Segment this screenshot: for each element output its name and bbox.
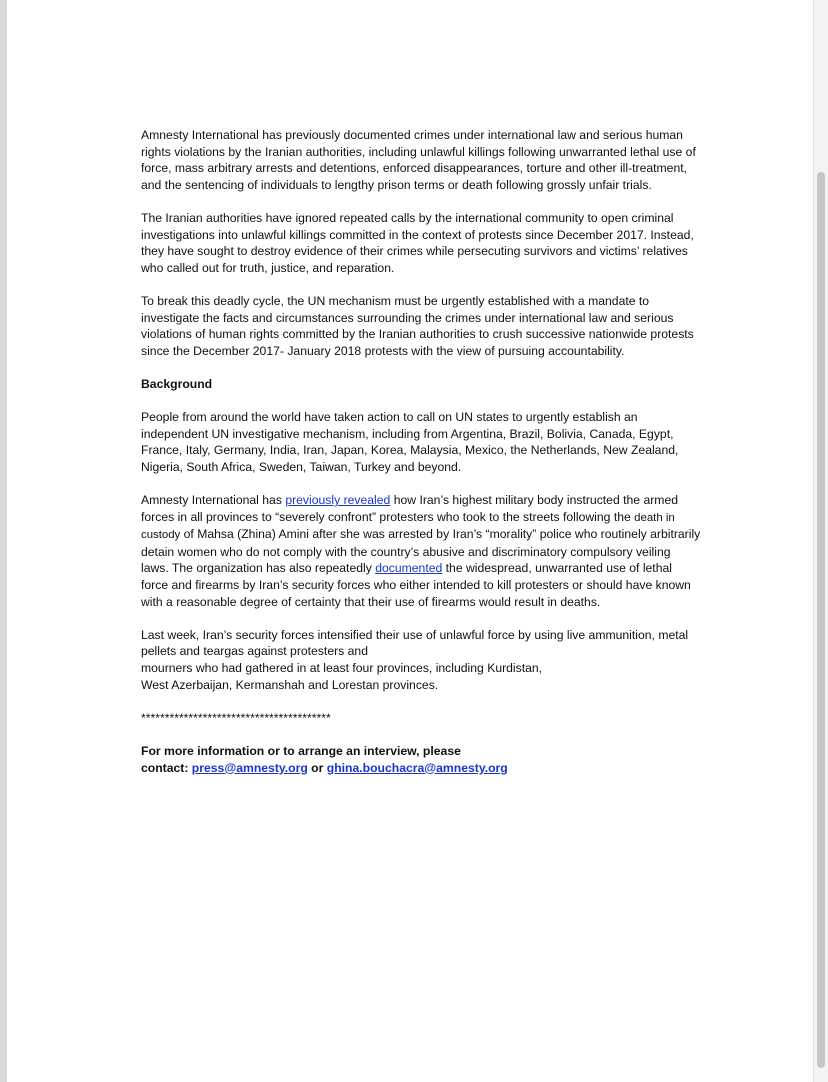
document-body xyxy=(141,127,701,793)
documented-link[interactable]: documented xyxy=(375,561,443,576)
paragraph-6 xyxy=(141,627,701,693)
press-email-link[interactable]: press@amnesty.org xyxy=(191,760,308,775)
contact-block xyxy=(141,743,701,776)
paragraph-2: The Iranian authorities have ignored repeated calls by the international community to open criminal investigations into unlawful killings committed in the context of protests since December 2017. Instead, they have sought to destroy evidence of their crimes while persecuting survivors and victims’ relatives who called out for truth, justice, and reparation. xyxy=(141,210,694,275)
paragraph-1: Amnesty International has previously documented crimes under international law and serious human rights violations by the Iranian authorities, including unlawful killings following unwarranted lethal use of force, mass arbitrary arrests and detentions, enforced disappearances, torture and other ill-treatment, and the sentencing of individuals to lengthy prison terms or death following grossly unfair trials. xyxy=(141,128,696,192)
paragraph-5-text-c: death in custody xyxy=(141,511,675,542)
paragraph-4: People from around the world have taken action to call on UN states to urgently establish an independent UN investigative mechanism, including from Argentina, Brazil, Bolivia, Canada, Egypt, France, Italy, Germany, India, Iran, Japan, Korea, Malaysia, Mexico, the Netherlands, New Zealand, Nigeria, South Africa, Sweden, Taiwan, Turkey and beyond. xyxy=(141,410,679,474)
contact-prefix: contact: xyxy=(141,760,192,775)
paragraph-6-line-3: West Azerbaijan, Kermanshah and Lorestan provinces. xyxy=(141,677,439,692)
paragraph-5-text-e: the widespread, unwarranted use of lethal force and firearms by Iran’s security forces who either intended to kill protesters or should have known with a reasonable degree of certainty that their use of firearms would result in deaths. xyxy=(141,561,691,609)
background-heading: Background xyxy=(141,376,213,391)
paragraph-3: To break this deadly cycle, the UN mechanism must be urgently established with a mandate to investigate the facts and circumstances surrounding the crimes under international law and serious violations of human rights committed by the Iranian authorities to crush successive nationwide protests since the December 2017- January 2018 protests with the view of pursuing accountability. xyxy=(141,293,694,358)
previously-revealed-link[interactable]: previously revealed xyxy=(285,493,391,508)
paragraph-6-line-2: mourners who had gathered in at least four provinces, including Kurdistan, xyxy=(141,661,543,675)
paragraph-5-text-a: Amnesty International has xyxy=(141,493,286,508)
contact-or: or xyxy=(307,760,327,775)
scrollbar-track[interactable] xyxy=(813,0,828,1082)
contact-line-1: For more information or to arrange an interview, please xyxy=(141,743,461,758)
paragraph-5-text-d: of Mahsa (Zhina) Amini after she was arrested by Iran’s “morality” police who routinely arbitrarily detain women who do not comply with the country’s abusive and discriminatory compulsory veiling laws. The organization has also repeatedly xyxy=(141,527,701,576)
ghina-email-link[interactable]: ghina.bouchacra@amnesty.org xyxy=(326,760,508,775)
paragraph-5-text-b: how Iran’s highest military body instructed the armed forces in all provinces to “severely confront” protesters who took to the streets following the xyxy=(141,493,679,524)
paragraph-5 xyxy=(141,492,701,610)
paragraph-6-line-1: Last week, Iran’s security forces intensified their use of unlawful force by using live ammunition, metal pellets and teargas against protesters and xyxy=(141,627,689,659)
scrollbar-thumb[interactable] xyxy=(817,172,825,1068)
separator-line: **************************************** xyxy=(141,710,331,725)
page-left-edge xyxy=(0,0,7,1082)
